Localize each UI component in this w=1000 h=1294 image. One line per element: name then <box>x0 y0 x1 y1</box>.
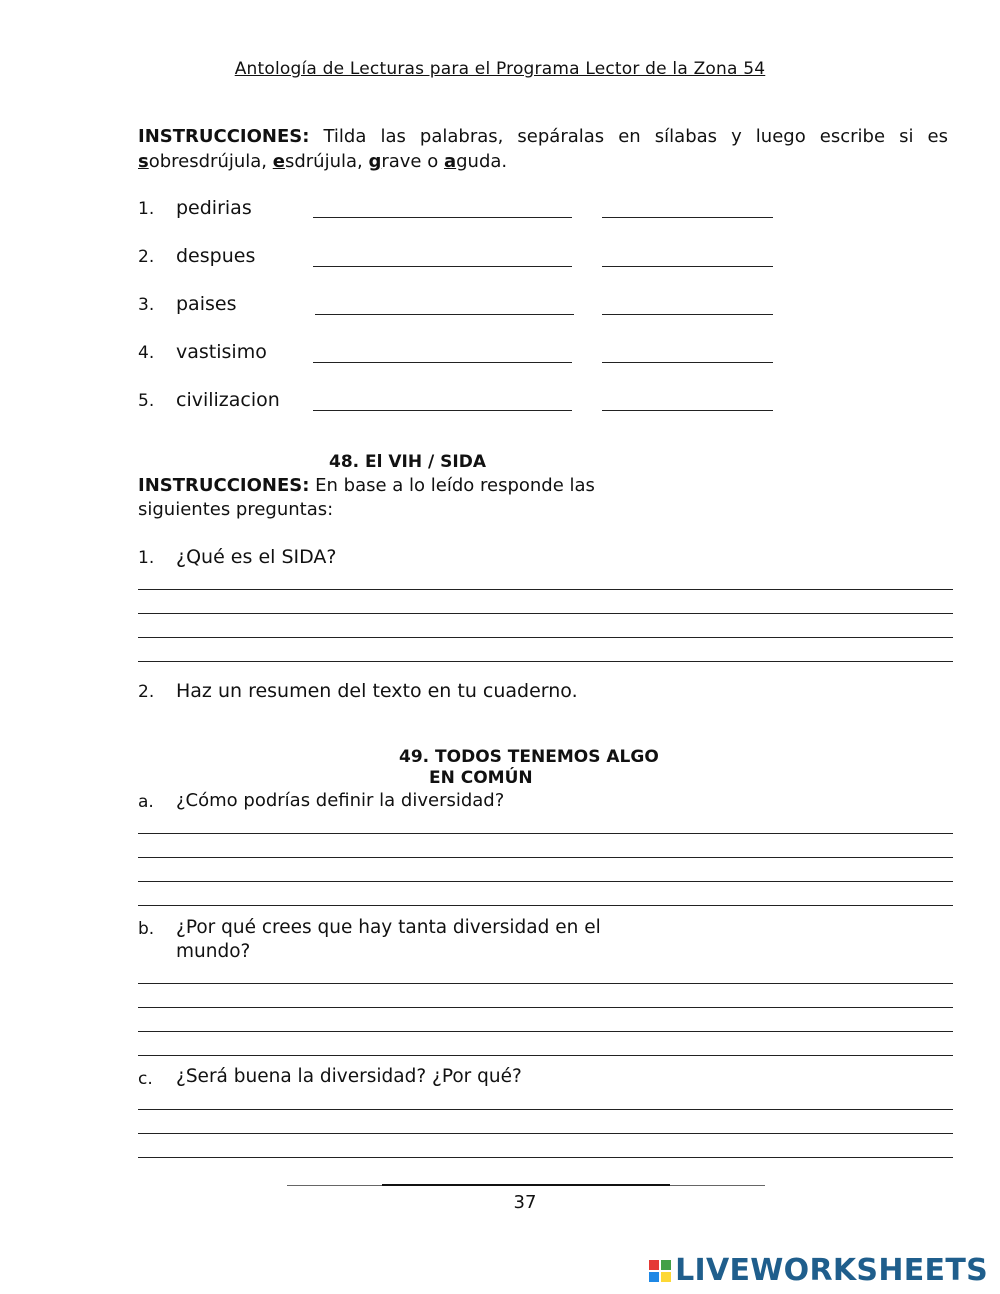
answer-line[interactable] <box>138 637 953 638</box>
answer-line[interactable] <box>138 613 953 614</box>
instructions-48: INSTRUCCIONES: En base a lo leído responde las siguientes preguntas: <box>138 475 595 520</box>
syllables-answer-line[interactable] <box>313 362 572 363</box>
answer-line[interactable] <box>138 905 953 906</box>
item-word: pedirias <box>176 197 252 219</box>
answer-line[interactable] <box>138 1007 953 1008</box>
answer-line[interactable] <box>138 1157 953 1158</box>
question-letter: a. <box>138 792 154 812</box>
answer-line[interactable] <box>138 589 953 590</box>
classification-answer-line[interactable] <box>602 314 773 315</box>
classification-answer-line[interactable] <box>602 362 773 363</box>
instructions-label: INSTRUCCIONES: <box>138 126 310 147</box>
question-number: 1. <box>138 548 155 568</box>
item-number: 3. <box>138 295 155 315</box>
answer-line[interactable] <box>138 661 953 662</box>
page-number: 37 <box>513 1192 537 1213</box>
section-49-title-line2: EN COMÚN <box>429 768 533 788</box>
question-define-diversity: ¿Cómo podrías definir la diversidad? <box>176 790 505 811</box>
item-word: paises <box>176 293 237 315</box>
answer-line[interactable] <box>138 1031 953 1032</box>
classification-answer-line[interactable] <box>602 266 773 267</box>
answer-line[interactable] <box>138 833 953 834</box>
answer-line[interactable] <box>138 983 953 984</box>
syllables-answer-line[interactable] <box>313 217 572 218</box>
question-why-diversity: ¿Por qué crees que hay tanta diversidad en el mundo? <box>176 917 601 962</box>
footer-rule-thick <box>382 1184 670 1186</box>
item-number: 2. <box>138 247 155 267</box>
item-number: 1. <box>138 199 155 219</box>
classification-answer-line[interactable] <box>602 217 773 218</box>
item-number: 4. <box>138 343 155 363</box>
liveworksheets-logo-icon <box>649 1260 671 1282</box>
item-word: vastisimo <box>176 341 267 363</box>
section-48-title: 48. El VIH / SIDA <box>329 452 486 472</box>
answer-line[interactable] <box>138 1109 953 1110</box>
question-summary: Haz un resumen del texto en tu cuaderno. <box>176 680 578 702</box>
item-word: despues <box>176 245 256 267</box>
section-49-title-line1: 49. TODOS TENEMOS ALGO <box>399 747 659 767</box>
classification-answer-line[interactable] <box>602 410 773 411</box>
question-number: 2. <box>138 682 155 702</box>
page-header: Antología de Lecturas para el Programa Lector de la Zona 54 <box>234 59 766 79</box>
question-letter: c. <box>138 1069 153 1089</box>
answer-line[interactable] <box>138 857 953 858</box>
question-what-is-aids: ¿Qué es el SIDA? <box>176 546 337 568</box>
answer-line[interactable] <box>138 1055 953 1056</box>
question-letter: b. <box>138 919 155 939</box>
syllables-answer-line[interactable] <box>313 266 572 267</box>
question-is-diversity-good: ¿Será buena la diversidad? ¿Por qué? <box>176 1066 522 1087</box>
item-word: civilizacion <box>176 389 280 411</box>
item-number: 5. <box>138 391 155 411</box>
liveworksheets-logo[interactable]: LIVEWORKSHEETS <box>649 1253 988 1288</box>
syllables-answer-line[interactable] <box>315 314 574 315</box>
syllables-answer-line[interactable] <box>313 410 572 411</box>
instructions-accent: INSTRUCCIONES: Tilda las palabras, sepáralas en sílabas y luego escribe si es sobresdrújula, esdrújula, grave o aguda. <box>138 126 948 172</box>
answer-line[interactable] <box>138 881 953 882</box>
answer-line[interactable] <box>138 1133 953 1134</box>
